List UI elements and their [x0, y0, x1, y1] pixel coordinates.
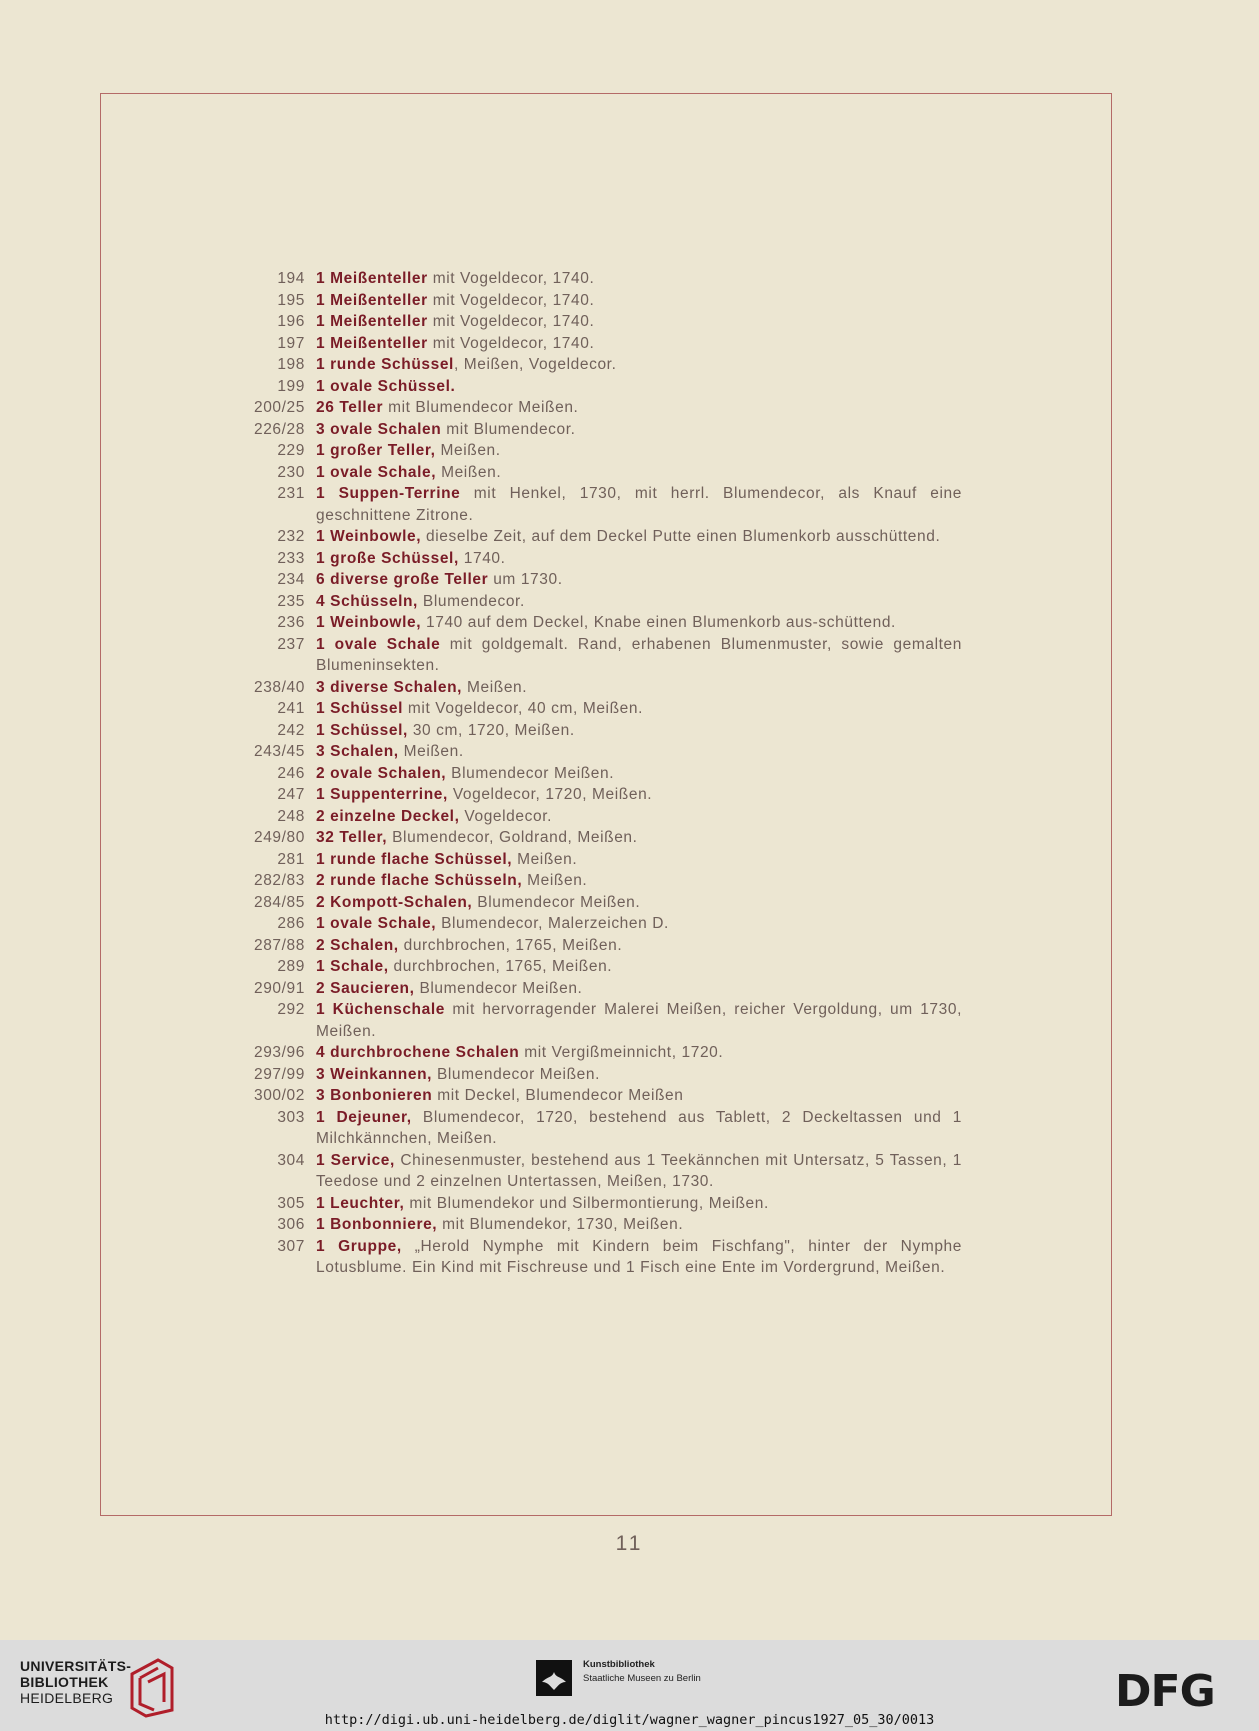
lot-description	[316, 1150, 962, 1193]
lot-text: durchbrochen, 1765, Meißen.	[388, 958, 613, 975]
catalog-entry	[232, 1214, 962, 1236]
dfg-logo[interactable]: DFG	[1115, 1666, 1215, 1717]
catalog-entry	[232, 419, 962, 441]
lot-text: um 1730.	[488, 571, 563, 588]
lot-number: 235	[277, 592, 305, 610]
lot-description	[316, 677, 962, 699]
lot-description	[316, 1064, 962, 1086]
catalog-entry	[232, 827, 962, 849]
ub-emblem-icon	[128, 1654, 174, 1718]
lot-description	[316, 354, 962, 376]
lot-text: Meißen.	[462, 678, 528, 696]
lot-title: 4 Schüsseln,	[316, 592, 418, 610]
lot-number: 241	[277, 700, 305, 717]
lot-text: 1740 auf dem Deckel, Knabe einen Blumenkorb aus-schüttend.	[421, 614, 896, 631]
lot-text: mit goldgemalt. Rand, erhabenen Blumenmuster, sowie gemalten Blumeninsekten.	[316, 635, 962, 674]
lot-description	[316, 1236, 962, 1279]
lot-title: 1 Suppen-Terrine	[316, 485, 461, 502]
lot-number: 303	[277, 1108, 305, 1126]
lot-description	[316, 1193, 962, 1215]
lot-title: 1 Suppenterrine,	[316, 786, 448, 803]
lot-number: 200/25	[253, 399, 305, 416]
lot-number: 196	[277, 313, 305, 330]
lot-title: 4 durchbrochene Schalen	[316, 1044, 520, 1061]
lot-description	[316, 462, 962, 484]
lot-title: 2 Saucieren,	[316, 979, 415, 997]
lot-title: 1 große Schüssel,	[316, 549, 459, 567]
lot-text: 30 cm, 1720, Meißen.	[407, 721, 575, 739]
lot-number: 248	[277, 807, 305, 825]
lot-title: 1 großer Teller,	[316, 442, 436, 459]
lot-description	[316, 978, 962, 1000]
catalog-entry	[232, 440, 962, 462]
lot-title: 2 ovale Schalen,	[316, 764, 447, 782]
lot-number: 246	[277, 764, 305, 782]
lot-title: 3 Schalen,	[316, 743, 399, 760]
lot-title: 1 Schüssel	[316, 700, 403, 717]
catalog-entry	[232, 333, 962, 355]
lot-description	[316, 720, 962, 742]
lot-description	[316, 956, 962, 978]
lot-title: 2 Schalen,	[316, 936, 399, 954]
catalog-entry	[232, 698, 962, 720]
catalog-entry	[232, 1150, 962, 1193]
lot-text: Meißen.	[436, 463, 502, 481]
lot-number: 306	[277, 1216, 305, 1233]
lot-number: 234	[277, 571, 305, 588]
lot-text: mit Vogeldecor, 40 cm, Meißen.	[403, 700, 644, 717]
lot-title: 1 Meißenteller	[316, 313, 428, 330]
lot-description	[316, 483, 962, 526]
lot-text: mit Blumendekor, 1730, Meißen.	[437, 1216, 684, 1233]
lot-title: 6 diverse große Teller	[316, 571, 489, 588]
catalog-entry	[232, 591, 962, 613]
lot-description	[316, 784, 962, 806]
catalog-entry	[232, 849, 962, 871]
lot-number: 284/85	[253, 893, 305, 911]
lot-text: Meißen.	[512, 850, 578, 868]
lot-number: 236	[277, 614, 305, 631]
lot-description	[316, 1085, 962, 1107]
lot-text: Blumendecor, Goldrand, Meißen.	[387, 829, 638, 846]
lot-description	[316, 548, 962, 570]
catalog-entry	[232, 1042, 962, 1064]
lot-description	[316, 569, 962, 591]
lot-description	[316, 612, 962, 634]
lot-number: 287/88	[253, 936, 305, 954]
lot-text: Meißen.	[435, 442, 501, 459]
lot-title: 1 Gruppe,	[316, 1237, 402, 1255]
lot-title: 1 Meißenteller	[316, 334, 428, 352]
lot-title: 3 Weinkannen,	[316, 1065, 433, 1083]
lot-title: 1 runde flache Schüssel,	[316, 850, 513, 868]
lot-title: 2 runde flache Schüsseln,	[316, 872, 523, 889]
lot-number: 194	[277, 270, 305, 287]
catalog-entry	[232, 870, 962, 892]
lot-text: mit Vogeldecor, 1740.	[427, 313, 595, 330]
lot-description	[316, 376, 962, 398]
lot-number: 237	[277, 635, 305, 653]
catalog-entry	[232, 397, 962, 419]
catalog-entry	[232, 677, 962, 699]
lot-number: 281	[277, 850, 305, 868]
catalog-entry	[232, 1085, 962, 1107]
catalog-entry	[232, 806, 962, 828]
catalog-entry	[232, 462, 962, 484]
lot-text: mit Blumendekor und Silbermontierung, Meißen.	[404, 1194, 769, 1212]
lot-number: 305	[277, 1194, 305, 1212]
catalog-entry	[232, 569, 962, 591]
lot-title: 1 ovale Schale	[316, 635, 441, 653]
lot-text: mit Deckel, Blumendecor Meißen	[432, 1087, 684, 1104]
catalog-entry	[232, 1236, 962, 1279]
catalog-entry	[232, 483, 962, 526]
lot-number: 232	[277, 528, 305, 545]
eagle-icon	[536, 1660, 572, 1696]
catalog-entry	[232, 741, 962, 763]
kb-subtitle: Staatliche Museen zu Berlin	[583, 1673, 701, 1684]
catalog-entry	[232, 268, 962, 290]
catalog-entry	[232, 612, 962, 634]
lot-description	[316, 1214, 962, 1236]
lot-title: 1 Meißenteller	[316, 291, 428, 309]
lot-text: mit Blumendecor.	[441, 420, 576, 438]
lot-description	[316, 698, 962, 720]
lot-description	[316, 634, 962, 677]
lot-description	[316, 741, 962, 763]
lot-number: 242	[277, 721, 305, 739]
lot-text: Blumendecor.	[417, 592, 525, 610]
lot-number: 197	[277, 334, 305, 352]
lot-text: 1740.	[458, 549, 506, 567]
catalog-entry	[232, 354, 962, 376]
kb-name: Kunstbibliothek	[583, 1659, 655, 1670]
lot-title: 26 Teller	[316, 399, 384, 416]
lot-number: 198	[277, 356, 305, 373]
lot-description	[316, 1107, 962, 1150]
lot-description	[316, 849, 962, 871]
catalog-entry	[232, 978, 962, 1000]
catalog-entry	[232, 548, 962, 570]
lot-number: 229	[277, 442, 305, 459]
lot-description	[316, 763, 962, 785]
lot-text: „Herold Nymphe mit Kindern beim Fischfang", hinter der Nymphe Lotusblume. Ein Kind mit Fischreuse und 1 Fisch eine Ente im Vordergrund, Meißen.	[316, 1237, 962, 1276]
lot-text: , Meißen, Vogeldecor.	[453, 356, 617, 373]
lot-title: 1 Meißenteller	[316, 270, 428, 287]
lot-number: 286	[277, 915, 305, 932]
lot-text: Meißen.	[398, 743, 464, 760]
catalog-entry	[232, 1193, 962, 1215]
lot-description	[316, 419, 962, 441]
ub-line-1: UNIVERSITÄTS-	[20, 1658, 132, 1674]
lot-title: 32 Teller,	[316, 829, 388, 846]
lot-number: 247	[277, 786, 305, 803]
lot-description	[316, 397, 962, 419]
lot-description	[316, 913, 962, 935]
lot-text: mit Henkel, 1730, mit herrl. Blumendecor, als Knauf eine geschnittene Zitrone.	[316, 485, 962, 524]
lot-description	[316, 999, 962, 1042]
lot-description	[316, 333, 962, 355]
lot-description	[316, 892, 962, 914]
catalog-entry	[232, 935, 962, 957]
lot-number: 282/83	[253, 872, 305, 889]
lot-title: 1 ovale Schale,	[316, 915, 437, 932]
lot-title: 1 Service,	[316, 1151, 395, 1169]
ub-heidelberg-logo[interactable]	[20, 1658, 220, 1720]
catalog-entry	[232, 913, 962, 935]
lot-text: Blumendecor, 1720, bestehend aus Tablett, 2 Deckeltassen und 1 Milchkännchen, Meißen.	[316, 1108, 962, 1147]
lot-text: dieselbe Zeit, auf dem Deckel Putte einen Blumenkorb ausschüttend.	[421, 528, 941, 545]
lot-description	[316, 526, 962, 548]
lot-description	[316, 935, 962, 957]
lot-title: 1 Schüssel,	[316, 721, 408, 739]
lot-description	[316, 311, 962, 333]
source-url[interactable]: http://digi.ub.uni-heidelberg.de/diglit/wagner_wagner_pincus1927_05_30/0013	[324, 1712, 935, 1728]
lot-title: 1 runde Schüssel	[316, 356, 454, 373]
catalog-entry	[232, 290, 962, 312]
catalog-entry	[232, 956, 962, 978]
catalog-entry	[232, 376, 962, 398]
lot-description	[316, 827, 962, 849]
lot-number: 297/99	[253, 1065, 305, 1083]
lot-number: 226/28	[253, 420, 305, 438]
lot-title: 1 ovale Schüssel.	[316, 377, 456, 395]
catalog-entry	[232, 999, 962, 1042]
lot-number: 307	[277, 1237, 305, 1255]
lot-text: mit Vogeldecor, 1740.	[427, 270, 595, 287]
lot-text: durchbrochen, 1765, Meißen.	[398, 936, 623, 954]
lot-text: mit Vergißmeinnicht, 1720.	[519, 1044, 724, 1061]
lot-number: 249/80	[253, 829, 305, 846]
lot-text: Vogeldecor, 1720, Meißen.	[447, 786, 653, 803]
lot-number: 243/45	[253, 743, 305, 760]
lot-title: 1 Weinbowle,	[316, 528, 422, 545]
lot-number: 233	[277, 549, 305, 567]
lot-text: Meißen.	[522, 872, 588, 889]
lot-title: 3 ovale Schalen	[316, 420, 442, 438]
lot-text: Blumendecor Meißen.	[472, 893, 641, 911]
lot-description	[316, 870, 962, 892]
lot-title: 1 Bonbonniere,	[316, 1216, 438, 1233]
lot-description	[316, 440, 962, 462]
lot-title: 3 Bonbonieren	[316, 1087, 433, 1104]
catalog-entry	[232, 892, 962, 914]
lot-text: mit Vogeldecor, 1740.	[427, 291, 595, 309]
lot-title: 1 Küchenschale	[316, 1001, 445, 1018]
lot-title: 1 Schale,	[316, 958, 389, 975]
lot-number: 304	[277, 1151, 305, 1169]
catalog-entry	[232, 634, 962, 677]
lot-number: 195	[277, 291, 305, 309]
lot-title: 3 diverse Schalen,	[316, 678, 463, 696]
lot-number: 238/40	[253, 678, 305, 696]
lot-title: 1 Dejeuner,	[316, 1108, 412, 1126]
catalog-entry	[232, 763, 962, 785]
lot-number: 199	[277, 377, 305, 395]
catalog-entry	[232, 1107, 962, 1150]
lot-description	[316, 268, 962, 290]
lot-number: 289	[277, 958, 305, 975]
page-number: 11	[615, 1532, 644, 1555]
lot-text: Blumendecor Meißen.	[446, 764, 615, 782]
lot-number: 292	[277, 1001, 305, 1018]
lot-number: 300/02	[253, 1087, 305, 1104]
lot-text: mit Vogeldecor, 1740.	[427, 334, 595, 352]
catalog-entry	[232, 720, 962, 742]
kunstbibliothek-logo[interactable]	[536, 1658, 736, 1698]
lot-title: 1 ovale Schale,	[316, 463, 437, 481]
ub-line-3: HEIDELBERG	[20, 1690, 114, 1706]
catalog-entry	[232, 526, 962, 548]
catalog-list	[232, 268, 962, 1279]
lot-text: Blumendecor Meißen.	[432, 1065, 600, 1083]
lot-title: 1 Leuchter,	[316, 1194, 405, 1212]
lot-title: 1 Weinbowle,	[316, 614, 422, 631]
lot-title: 2 Kompott-Schalen,	[316, 893, 473, 911]
lot-number: 230	[277, 463, 305, 481]
lot-text: Blumendecor, Malerzeichen D.	[436, 915, 669, 932]
lot-text: mit hervorragender Malerei Meißen, reicher Vergoldung, um 1730, Meißen.	[316, 1001, 962, 1040]
catalog-entry	[232, 784, 962, 806]
lot-title: 2 einzelne Deckel,	[316, 807, 460, 825]
ub-line-2: BIBLIOTHEK	[20, 1674, 109, 1690]
lot-text: Chinesenmuster, bestehend aus 1 Teekännchen mit Untersatz, 5 Tassen, 1 Teedose und 2 einzelnen Untertassen, Meißen, 1730.	[316, 1151, 962, 1190]
catalog-entry	[232, 1064, 962, 1086]
lot-description	[316, 591, 962, 613]
lot-number: 293/96	[253, 1044, 305, 1061]
lot-description	[316, 290, 962, 312]
lot-text: mit Blumendecor Meißen.	[383, 399, 579, 416]
lot-number: 231	[277, 485, 305, 502]
lot-text: Blumendecor Meißen.	[414, 979, 583, 997]
lot-text: Vogeldecor.	[459, 807, 553, 825]
lot-number: 290/91	[253, 979, 305, 997]
catalog-entry	[232, 311, 962, 333]
lot-description	[316, 806, 962, 828]
lot-description	[316, 1042, 962, 1064]
